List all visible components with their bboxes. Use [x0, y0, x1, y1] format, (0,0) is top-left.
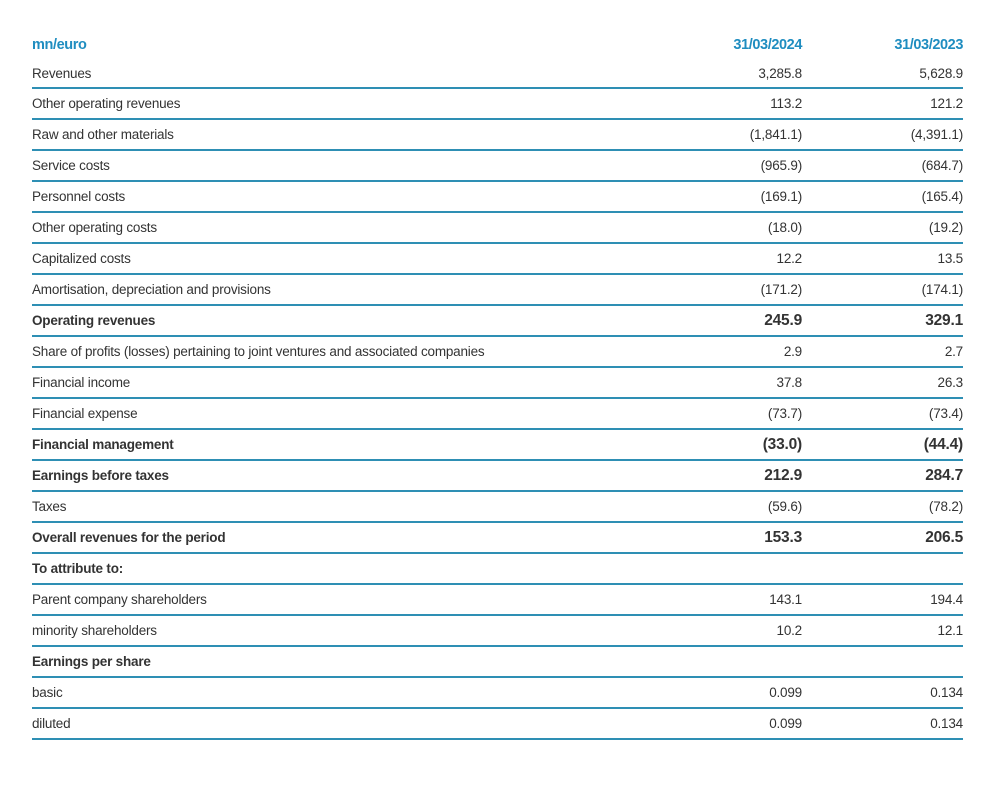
table-row: [32, 244, 963, 275]
row-label: Taxes: [32, 499, 67, 514]
row-label: Personnel costs: [32, 189, 126, 204]
row-label: diluted: [32, 716, 71, 731]
table-row: [32, 151, 963, 182]
column-header-2024: 31/03/2024: [733, 37, 802, 53]
row-label: Raw and other materials: [32, 127, 174, 142]
table-row: [32, 647, 963, 678]
value-2024: 3,285.8: [758, 66, 802, 81]
value-2023: 5,628.9: [919, 66, 963, 81]
value-2024: 143.1: [769, 592, 802, 607]
value-2024: 212.9: [764, 466, 802, 484]
value-2023: 0.134: [930, 716, 963, 731]
value-2024: (171.2): [760, 282, 802, 297]
row-label: Other operating costs: [32, 220, 157, 235]
table-row: [32, 461, 963, 492]
table-header-row: [32, 30, 963, 60]
value-2024: 0.099: [769, 685, 802, 700]
value-2024: 245.9: [764, 311, 802, 329]
row-label: Earnings before taxes: [32, 468, 169, 483]
value-2023: (44.4): [923, 435, 963, 453]
table-row: [32, 585, 963, 616]
unit-label: mn/euro: [32, 37, 87, 53]
row-label: Share of profits (losses) pertaining to joint ventures and associated companies: [32, 344, 485, 359]
table-row: [32, 182, 963, 213]
table-row: [32, 337, 963, 368]
table-row: [32, 678, 963, 709]
value-2024: (18.0): [767, 220, 802, 235]
value-2023: 2.7: [944, 344, 963, 359]
table-row: [32, 368, 963, 399]
table-row: [32, 430, 963, 461]
income-statement-table: [32, 30, 963, 740]
table-row: [32, 275, 963, 306]
table-row: [32, 709, 963, 740]
value-2024: 153.3: [764, 528, 802, 546]
value-2023: 121.2: [930, 96, 963, 111]
value-2024: 37.8: [776, 375, 802, 390]
value-2024: (59.6): [767, 499, 802, 514]
value-2024: (169.1): [760, 189, 802, 204]
table-body: [32, 60, 963, 740]
value-2024: (33.0): [762, 435, 802, 453]
row-label: minority shareholders: [32, 623, 157, 638]
value-2024: 113.2: [770, 96, 802, 111]
row-label: Amortisation, depreciation and provisions: [32, 282, 271, 297]
row-label: Capitalized costs: [32, 251, 131, 266]
value-2023: 194.4: [930, 592, 963, 607]
row-label: Revenues: [32, 66, 92, 81]
column-header-2023: 31/03/2023: [894, 37, 963, 53]
value-2024: 12.2: [776, 251, 802, 266]
row-label: Financial management: [32, 437, 174, 452]
row-label: Operating revenues: [32, 313, 156, 328]
value-2024: 10.2: [776, 623, 802, 638]
row-label: Service costs: [32, 158, 110, 173]
table-row: [32, 399, 963, 430]
value-2023: (4,391.1): [910, 127, 963, 142]
value-2023: 206.5: [925, 528, 963, 546]
table-row: [32, 554, 963, 585]
row-label: basic: [32, 685, 63, 700]
value-2024: 2.9: [783, 344, 802, 359]
table-row: [32, 60, 963, 89]
row-label: Other operating revenues: [32, 96, 181, 111]
value-2023: 0.134: [930, 685, 963, 700]
table-row: [32, 492, 963, 523]
table-row: [32, 306, 963, 337]
value-2024: 0.099: [769, 716, 802, 731]
value-2023: (174.1): [921, 282, 963, 297]
value-2023: 284.7: [925, 466, 963, 484]
row-label: Earnings per share: [32, 654, 151, 669]
value-2023: 26.3: [937, 375, 963, 390]
value-2024: (965.9): [760, 158, 802, 173]
value-2023: 329.1: [925, 311, 963, 329]
table-row: [32, 523, 963, 554]
value-2024: (73.7): [767, 406, 802, 421]
row-label: Financial expense: [32, 406, 138, 421]
value-2024: (1,841.1): [749, 127, 802, 142]
row-label: Parent company shareholders: [32, 592, 207, 607]
value-2023: 13.5: [937, 251, 963, 266]
row-label: Financial income: [32, 375, 131, 390]
value-2023: (165.4): [921, 189, 963, 204]
value-2023: (73.4): [928, 406, 963, 421]
value-2023: (19.2): [928, 220, 963, 235]
table-row: [32, 120, 963, 151]
value-2023: (78.2): [928, 499, 963, 514]
value-2023: 12.1: [937, 623, 963, 638]
table-row: [32, 89, 963, 120]
row-label: To attribute to:: [32, 561, 124, 576]
table-row: [32, 213, 963, 244]
value-2023: (684.7): [921, 158, 963, 173]
table-row: [32, 616, 963, 647]
row-label: Overall revenues for the period: [32, 530, 226, 545]
